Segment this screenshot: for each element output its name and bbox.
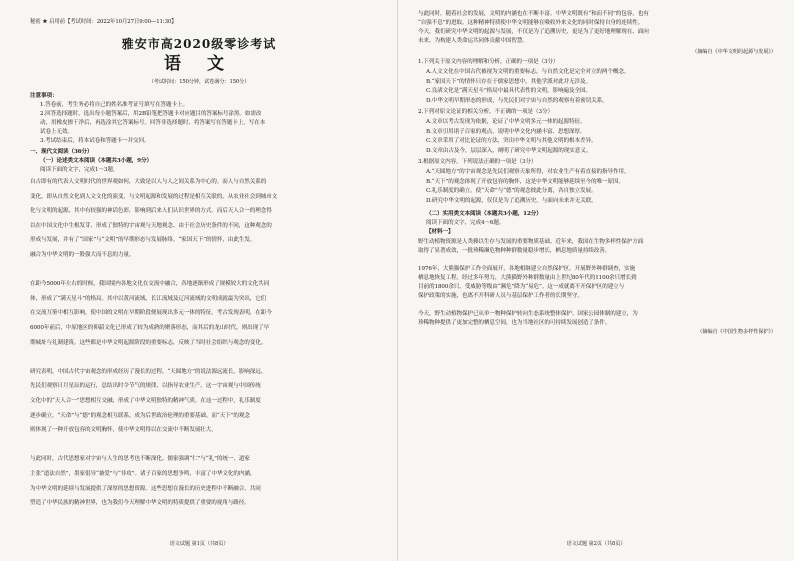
subject-title: 语 文 [164, 54, 234, 74]
passage-line: 主张“道法自然”，墨家倡导“兼爱”与“非攻”。诸子百家的思想争鸣，丰富了中华文化的内涵， [30, 471, 256, 477]
passage-line: 文化中的“天人合一”思想相互交融，形成了中华文明独特的精神气质。在这一过程中，礼乐制度 [30, 398, 261, 404]
question-1: 1.下列关于原文内容的理解和分析，正确的一项是（3分） [418, 59, 559, 65]
passage-line: 为中华文明的延续与发展提供了深厚的思想资源。这些思想在漫长的历史进程中不断融合，共同 [30, 485, 261, 492]
exam-info: （考试时间：150分钟，试卷满分：150分） [148, 79, 250, 85]
note-line: 试卷上无效。 [40, 129, 73, 135]
passage-line: 化与文明的起源，其中有较强的神话色彩，影响到后来人们认识世界的方式。而后天人合一的理念得 [30, 208, 272, 215]
material-line: 栖息地恢复工程。经过多年努力，大熊猫野外种群数量由上世纪80年代的1100余只增长到 [418, 275, 637, 281]
option-line: D.中华文明早期形态的形成，与先民们对宇宙与自然的观察有着密切关系。 [426, 97, 608, 104]
passage-line: 6000年前后，中原地区的仰韶文化已形成了较为成熟的聚落形态，而其后的龙山时代，则出现了早 [30, 325, 270, 331]
section-heading: 一、现代文阅读（36分） [30, 149, 93, 155]
passage-line: 形成与发展，并有了“国家”与“文明”的早期形态与发展脉络。“家国天下”的情怀，由此生发。 [30, 237, 256, 244]
passage-line: 以在中国文化中生根发芽，形成了独特的宇宙观与天地观念。由于社会历史条件的不同，这种观念的 [30, 222, 272, 229]
passage-line: 期城址与礼制建筑。这些都是中华文明起源阶段的重要标志，反映了当时社会组织与观念的变化。 [30, 339, 267, 346]
passage-line: 自古即有的代表人文明时代的世界观如何，大致是以人与人之间关系为中心的。而人与自然关系的 [30, 179, 267, 185]
passage-line: 先民们观察日月星辰的运行，总结出时令节气的规律，以指导农业生产。这一宇宙观与中国传统 [30, 383, 261, 390]
right-page [398, 0, 794, 561]
passage-line: 融合为中华文明的一股强大而不息的力量。 [30, 252, 135, 258]
material-line: 目前的1800余只，受威胁等级由“濒危”降为“易危”。这一成就离不开保护区的建立与 [418, 284, 625, 290]
source-line: （摘编自《中华文明的起源与发展》） [692, 49, 776, 55]
option-line: C.良渚文化是“满天星斗”格局中最具代表性的文明，影响遍及全国。 [426, 88, 592, 94]
option-line: D.文章由古及今，层层深入，阐明了研究中华文明起源的现实意义。 [426, 147, 592, 154]
material-line: 野生动植物资源是人类赖以生存与发展的重要物质基础。近年来，我国在生物多样性保护方面 [418, 239, 644, 245]
note-line: 3.考试结束后，将本试卷和答题卡一并交回。 [40, 138, 150, 144]
passage-line: 未来，为构建人类命运共同体贡献中国智慧。 [418, 38, 528, 44]
material-1-label: 【材料一】 [426, 229, 454, 235]
passage-line: 与此同时，古代思想家对宇宙与人生的思考也不断深化。儒家强调“仁”与“礼”的统一，道家 [30, 456, 250, 463]
passage-line: “自强不息”的进取。这种精神特质使中华文明能够在吸收外来文化的同时保持自身的连续性。 [418, 20, 644, 26]
option-line: C.礼乐制度的确立，使“天命”与“德”的观念彼此分离，各自独立发展。 [426, 188, 597, 194]
note-line: 2.回答选择题时，选出每小题答案后，用2B铅笔把答题卡对应题目的答案标号涂黑。如需改 [40, 111, 262, 117]
option-line: B.“家国天下”的情怀只存在于儒家思想中，其他学派对此并无涉及。 [426, 78, 592, 85]
material-line: 1976年，大熊猫保护工作全面展开，各地相继建立自然保护区，开展野外种群调查，实施 [418, 266, 636, 272]
material-line: 珍稀物种提供了更加完整的栖息空间，也为当地社区的可持续发展创造了条件。 [418, 320, 611, 326]
option-line: B.“天下”的观念体现了开放包容的胸怀，这是中华文明能够延续至今的唯一原因。 [426, 178, 624, 185]
passage-line: 与此同时，随着社会的发展，文明的内涵也在不断丰富。中华文明既有“和而不同”的包容，也有 [418, 11, 649, 17]
exam-title: 雅安市高2020级零诊考试 [121, 37, 277, 51]
passage-line: 在交流互鉴中相互影响，使中国的文明在早期阶段便展现出多元一体的特征。考古发现表明，在距今 [30, 310, 272, 317]
option-line: C.文章采用了对比论证的方法，突出中华文明与其他文明的根本差异。 [426, 138, 597, 144]
subsection-heading: （一）论述类文本阅读（本题共3小题，9分） [40, 158, 152, 164]
option-line: A.人文文化在中国古代被视为文明的重要标志，与自然文化是完全对立的两个概念。 [426, 69, 630, 75]
option-line: B.文章引用诸子百家的观点，说明中华文化内涵丰富、思想深厚。 [426, 128, 586, 135]
instruction-2: 阅读下面的文字，完成4～6题。 [426, 220, 505, 226]
question-3: 3.根据原文内容，下列说法正确的一项是（3分） [418, 159, 537, 165]
material-line: 今天，野生动植物保护已从单一物种保护转向生态系统整体保护。国家公园体制的建立，为 [418, 311, 638, 317]
passage-line: 在距今5000年左右的时候，我国境内各地文化在交流中融合，各地逐渐形成了规模较大的文化共同 [30, 281, 270, 288]
passage-line: 塑造了中华民族的精神世界，也为我们今天理解中华文明的特质提供了重要的视角与路径。 [30, 500, 250, 507]
passage-line: 今天，我们研究中华文明的起源与发展，不仅是为了追溯历史，更是为了更好地理解现在、面向 [418, 29, 649, 35]
source-line-2: （摘编自《中国生物多样性保护》） [697, 329, 776, 335]
note-line: 动，用橡皮擦干净后，再选涂其它答案标号。回答非选择题时，将答案写在答题卡上，写在本 [40, 120, 266, 126]
passage-line: 则体现了一种开放包容的文明胸怀，使中华文明得以在交流中不断发展壮大。 [30, 427, 217, 434]
material-line: 取得了显著成效，一批珍稀濒危物种种群数量稳步增长，栖息地质量持续改善。 [418, 248, 611, 254]
passage-line: 逐步确立，“天命”与“德”的观念相互联系，成为后世政治伦理的重要基础。而“天下”的观念 [30, 412, 250, 419]
passage-line: 体，形成了“满天星斗”的格局。其中以黄河流域、长江流域及辽河流域的文明成就最为突出，它们 [30, 295, 267, 302]
passage-line: 研究表明，中国古代宇宙观念的形成经历了漫长的过程。“天圆地方”的说法源远流长，影响深远。 [30, 368, 267, 375]
notes-heading: 注意事项： [30, 93, 58, 99]
instruction: 阅读下面的文字，完成1～3题。 [40, 167, 119, 173]
secret-line: 秘密 ★ 启用前【考试时间：2022年10月27日9:00—11:30】 [30, 19, 177, 25]
subsection-2-heading: （二）实用类文本阅读（本题共3小题，12分） [426, 211, 542, 217]
note-line: 1.答卷前，考生务必将自己的姓名准考证号填写在答题卡上。 [40, 102, 188, 108]
question-2: 2.下列对原文论证的相关分析，不正确的一项是（3分） [418, 109, 553, 115]
page-footer: 语文试题 第1页（共8页） [169, 541, 229, 547]
material-line: 保护政策的实施，也离不开科研人员与基层保护工作者的长期坚守。 [418, 293, 583, 299]
page-footer-right: 语文试题 第2页（共8页） [566, 541, 626, 547]
option-line: A.文章以考古发现为依据，论证了中华文明多元一体的起源特征。 [426, 119, 586, 125]
passage-line: 变化，即从自然文化到人文文化的演变，与文明起源和发展的过程是相互关联的。从农业社会到城市文 [30, 193, 278, 200]
option-line: D.研究中华文明的起源，仅仅是为了追溯历史，与面向未来并无关联。 [426, 197, 597, 204]
option-line: A.“天圆地方”的宇宙观念是先民们观察天象所得，对农业生产有着直接的指导作用。 [426, 169, 630, 175]
